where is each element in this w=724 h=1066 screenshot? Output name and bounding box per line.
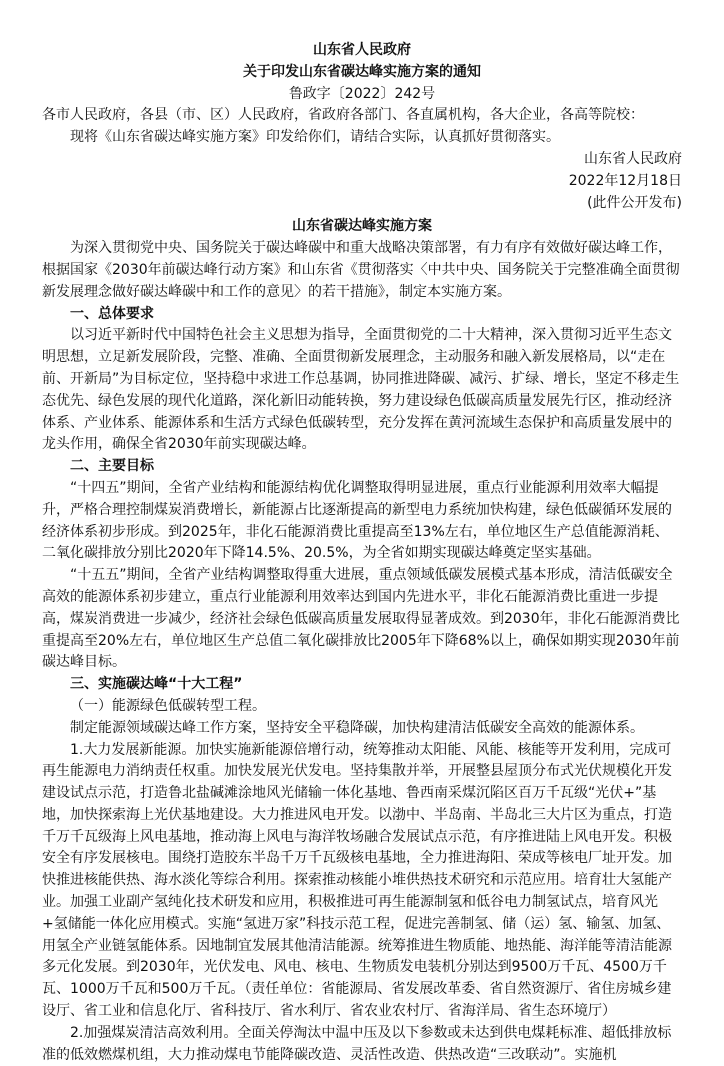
notice-body: 现将《山东省碳达峰实施方案》印发给你们，请结合实际，认真抓好贯彻落实。 xyxy=(70,129,560,146)
notice-title: 关于印发山东省碳达峰实施方案的通知 xyxy=(243,63,481,80)
plan-intro: 为深入贯彻党中央、国务院关于碳达峰碳中和重大战略决策部署，有力有序有效做好碳达峰工作，根据国家《2030年前碳达峰行动方案》和山东省《贯彻落实〈中共中央、国务院关于完整准确全面贯彻新发展理念做好碳达峰碳中和工作的意见〉的若干措施》，制定本实施方案。 xyxy=(42,240,680,300)
section-general-body: 以习近平新时代中国特色社会主义思想为指导，全面贯彻党的二十大精神，深入贯彻习近平生态文明思想，立足新发展阶段，完整、准确、全面贯彻新发展理念，主动服务和融入新发展格局，以“走在前、开新局”为目标定位，坚持稳中求进工作总基调，协同推进降碳、减污、扩绿、增长，坚定不移走生态优先、绿色发展的现代化道路，深化新旧动能转换，努力建设绿色低碳高质量发展先行区，推动经济体系、产业体系、能源体系和生活方式绿色低碳转型，充分发挥在黄河流域生态保护和高质量发展中的龙头作用，确保全省2030年前实现碳达峰。 xyxy=(42,327,680,453)
item-new-energy: 1.大力发展新能源。加快实施新能源倍增行动，统筹推动太阳能、风能、核能等开发利用，完成可再生能源电力消纳责任权重。加快发展光伏发电。坚持集散并举，开展整县屋顶分布式光伏规模化开发建设试点示范，打造鲁北盐碱滩涂地风光储输一体化基地、鲁西南采煤沉陷区百万千瓦级“光伏+”基地，加快探索海上光伏基地建设。大力推进风电开发。以渤中、半岛南、半岛北三大片区为重点，打造千万千瓦级海上风电基地，推动海上风电与海洋牧场融合发展试点示范，有序推进陆上风电开发。积极安全有序发展核电。围绕打造胶东半岛千万千瓦级核电基地，全力推进海阳、荣成等核电厂址开发。加快推进核能供热、海水淡化等综合利用。探索推动核能小堆供热技术研究和示范应用。培育壮大氢能产业。加强工业副产氢纯化技术研发和应用，积极推进可再生能源制氢和低谷电力制氢试点，培育风光+氢储能一体化应用模式。实施“氢进万家”科技示范工程，促进完善制氢、储（运）氢、输氢、加氢、用氢全产业链氢能体系。因地制宜发展其他清洁能源。统筹推进生物质能、地热能、海洋能等清洁能源多元化发展。到2030年，光伏发电、风电、核电、生物质发电装机分别达到9500万千瓦、4500万千瓦、1000万千瓦和500万千瓦。（责任单位：省能源局、省发展改革委、省自然资源厅、省住房城乡建设厅、省工业和信息化厅、省科技厅、省水利厅、省农业农村厅、省海洋局、省生态环境厅） xyxy=(42,741,672,1020)
section-heading-projects: 三、实施碳达峰“十大工程” xyxy=(70,676,243,693)
item-coal-efficiency: 2.加强煤炭清洁高效利用。全面关停淘汰中温中压及以下参数或未达到供电煤耗标准、超低排放标准的低效燃煤机组，大力推动煤电节能降碳改造、灵活性改造、供热改造“三改联动”。实施机 xyxy=(42,1024,672,1063)
section-heading-general: 一、总体要求 xyxy=(70,305,154,322)
plan-title: 山东省碳达峰实施方案 xyxy=(292,218,432,235)
subsection-heading-energy: （一）能源绿色低碳转型工程。 xyxy=(70,697,266,714)
subsection-energy-body: 制定能源领域碳达峰工作方案，坚持安全平稳降碳，加快构建清洁低碳安全高效的能源体系。 xyxy=(70,719,644,736)
section-heading-goals: 二、主要目标 xyxy=(70,458,154,475)
addressees: 各市人民政府，各县（市、区）人民政府，省政府各部门、各直属机构，各大企业，各高等院校： xyxy=(42,107,644,124)
section-goals-paragraph-2: “十五五”期间，全省产业结构调整取得重大进展，重点领域低碳发展模式基本形成，清洁低碳安全高效的能源体系初步建立，重点行业能源利用效率达到国内先进水平，非化石能源消费比重进一步提高，煤炭消费进一步减少，经济社会绿色低碳高质量发展取得显著成效。到2030年，非化石能源消费比重提高至20%左右，单位地区生产总值二氧化碳排放比2005年下降68%以上，确保如期实现2030年前碳达峰目标。 xyxy=(42,567,680,671)
publish-note: (此件公开发布) xyxy=(587,194,682,211)
signature-date: 2022年12月18日 xyxy=(568,172,682,189)
issuer-heading: 山东省人民政府 xyxy=(313,42,411,58)
section-goals-paragraph-1: “十四五”期间，全省产业结构和能源结构优化调整取得明显进展，重点行业能源利用效率大幅提升，严格合理控制煤炭消费增长，新能源占比逐渐提高的新型电力系统加快构建，绿色低碳循环发展的经济体系初步形成。到2025年，非化石能源消费比重提高至13%左右，单位地区生产总值能源消耗、二氧化碳排放分别比2020年下降14.5%、20.5%，为全省如期实现碳达峰奠定坚实基础。 xyxy=(42,479,672,562)
signature-org: 山东省人民政府 xyxy=(584,150,682,167)
doc-number: 鲁政字〔2022〕242号 xyxy=(288,85,436,102)
